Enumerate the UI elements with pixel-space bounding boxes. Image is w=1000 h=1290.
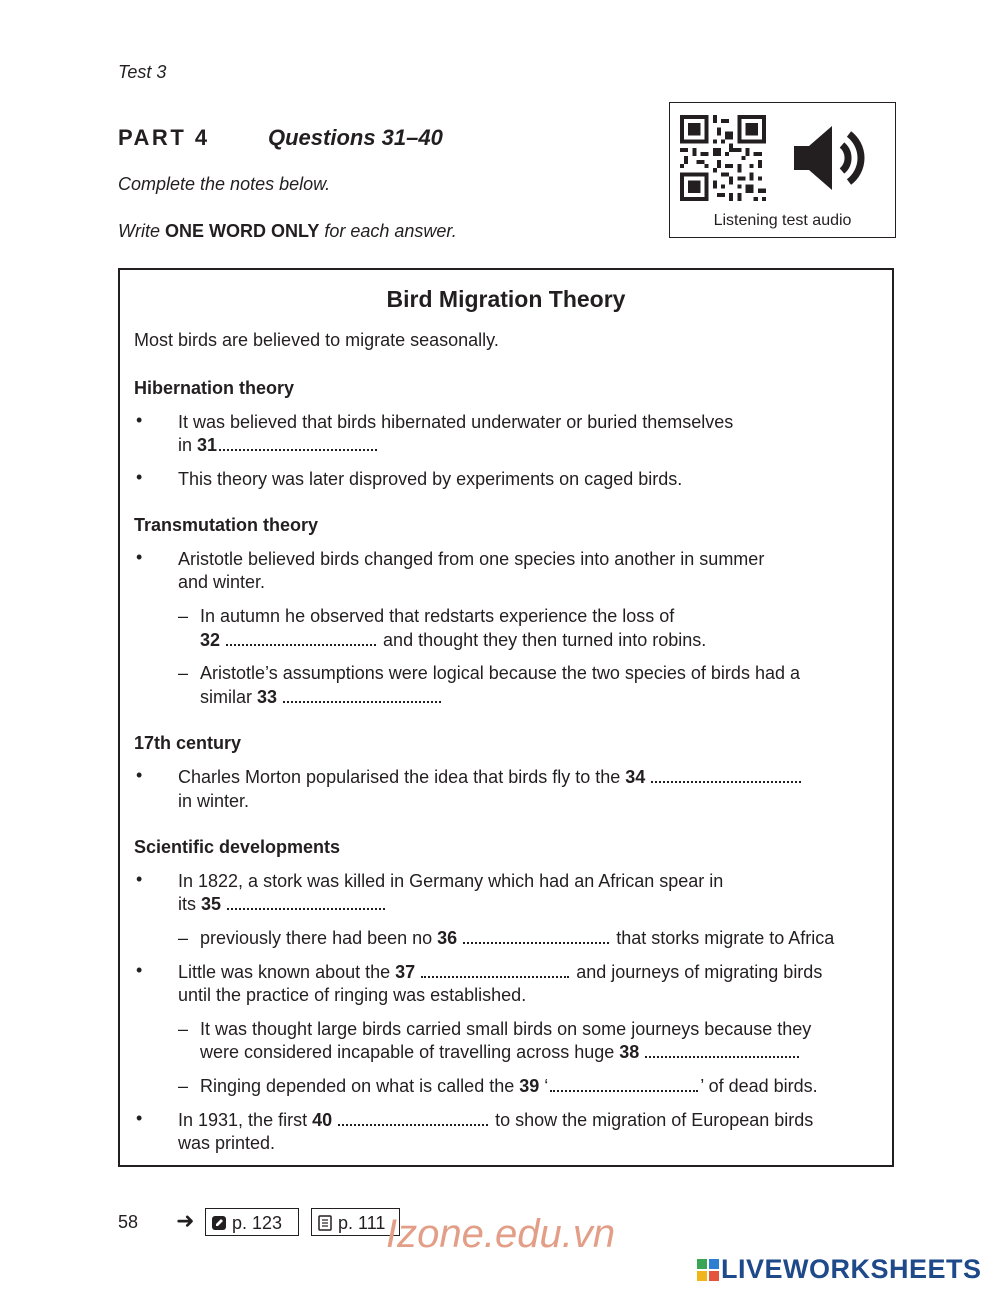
qr-code-icon[interactable]	[680, 115, 766, 201]
answer-blank-39[interactable]	[550, 1076, 698, 1092]
note-line: In 1822, a stork was killed in Germany which had an African spear in	[178, 871, 724, 891]
note-line-q36: previously there had been no 36 that storks migrate to Africa	[200, 928, 835, 948]
answer-blank-32[interactable]	[226, 630, 376, 646]
document-icon	[318, 1215, 332, 1231]
liveworksheets-logo: LIVEWORKSHEETS	[697, 1254, 982, 1285]
note-line-q35: its 35	[178, 892, 387, 916]
dash-icon: –	[178, 606, 189, 626]
bullet-icon: •	[136, 1108, 143, 1128]
bullet-icon: •	[136, 467, 143, 487]
note-line-q37: Little was known about the 37 and journeys of migrating birds	[178, 962, 823, 982]
bullet-icon: •	[136, 960, 143, 980]
note-line-q33: similar 33	[200, 685, 443, 709]
answer-blank-35[interactable]	[227, 894, 385, 910]
note-line: until the practice of ringing was established.	[178, 985, 527, 1005]
note-line: and winter.	[178, 572, 266, 592]
note-line-q32: 32 and thought they then turned into robins.	[200, 630, 707, 650]
note-line-q40: In 1931, the first 40 to show the migration of European birds	[178, 1110, 814, 1130]
notes-intro: Most birds are believed to migrate seasonally.	[134, 330, 499, 350]
dash-icon: –	[178, 928, 189, 948]
note-line-q34: Charles Morton popularised the idea that birds fly to the 34	[178, 765, 803, 789]
questions-range: Questions 31–40	[268, 125, 443, 150]
section-heading-scientific: Scientific developments	[134, 837, 341, 857]
answer-blank-36[interactable]	[463, 928, 609, 944]
answer-blank-33[interactable]	[283, 687, 441, 703]
instruction-word-limit: Write ONE WORD ONLY for each answer.	[118, 221, 457, 241]
note-line: Aristotle’s assumptions were logical because the two species of birds had a	[200, 663, 800, 683]
part-title: PART 4	[118, 125, 210, 150]
note-line: It was believed that birds hibernated underwater or buried themselves	[178, 412, 734, 432]
dash-icon: –	[178, 1019, 189, 1039]
transcript-link[interactable]: p. 111	[311, 1208, 400, 1236]
dash-icon: –	[178, 1076, 189, 1096]
note-line: It was thought large birds carried small birds on some journeys because they	[200, 1019, 812, 1039]
speaker-icon[interactable]	[792, 121, 868, 195]
note-line-q39: Ringing depended on what is called the 39 ‘ ’ of dead birds.	[200, 1076, 818, 1096]
section-heading-17th-century: 17th century	[134, 733, 242, 753]
bullet-icon: •	[136, 765, 143, 785]
section-heading-transmutation: Transmutation theory	[134, 515, 319, 535]
answer-key-link[interactable]: p. 123	[205, 1208, 299, 1236]
arrow-right-icon: ➜	[176, 1208, 195, 1233]
note-line: This theory was later disproved by experiments on caged birds.	[178, 469, 683, 489]
answer-blank-37[interactable]	[421, 962, 569, 978]
note-line: in winter.	[178, 791, 250, 811]
test-label: Test 3	[118, 62, 167, 82]
watermark: Izone.edu.vn	[386, 1212, 616, 1256]
liveworksheets-logo-icon	[697, 1259, 719, 1281]
pencil-icon	[212, 1215, 226, 1231]
answer-blank-34[interactable]	[651, 767, 801, 783]
answer-blank-40[interactable]	[338, 1110, 488, 1126]
note-line-q31: in 31	[178, 433, 379, 457]
answer-blank-31[interactable]	[219, 435, 377, 451]
dash-icon: –	[178, 663, 189, 683]
audio-panel[interactable]	[669, 102, 896, 238]
bullet-icon: •	[136, 869, 143, 889]
notes-title: Bird Migration Theory	[386, 286, 626, 312]
section-heading-hibernation: Hibernation theory	[134, 378, 295, 398]
answer-blank-38[interactable]	[645, 1042, 799, 1058]
page-number: 58	[118, 1212, 139, 1232]
audio-label: Listening test audio	[713, 212, 852, 229]
bullet-icon: •	[136, 410, 143, 430]
note-line: Aristotle believed birds changed from one species into another in summer	[178, 549, 765, 569]
note-line: In autumn he observed that redstarts experience the loss of	[200, 606, 675, 626]
note-line-q38: were considered incapable of travelling across huge 38	[200, 1040, 801, 1064]
instruction-complete-notes: Complete the notes below.	[118, 174, 331, 194]
notes-box	[118, 268, 894, 1167]
bullet-icon: •	[136, 547, 143, 567]
note-line: was printed.	[178, 1133, 276, 1153]
